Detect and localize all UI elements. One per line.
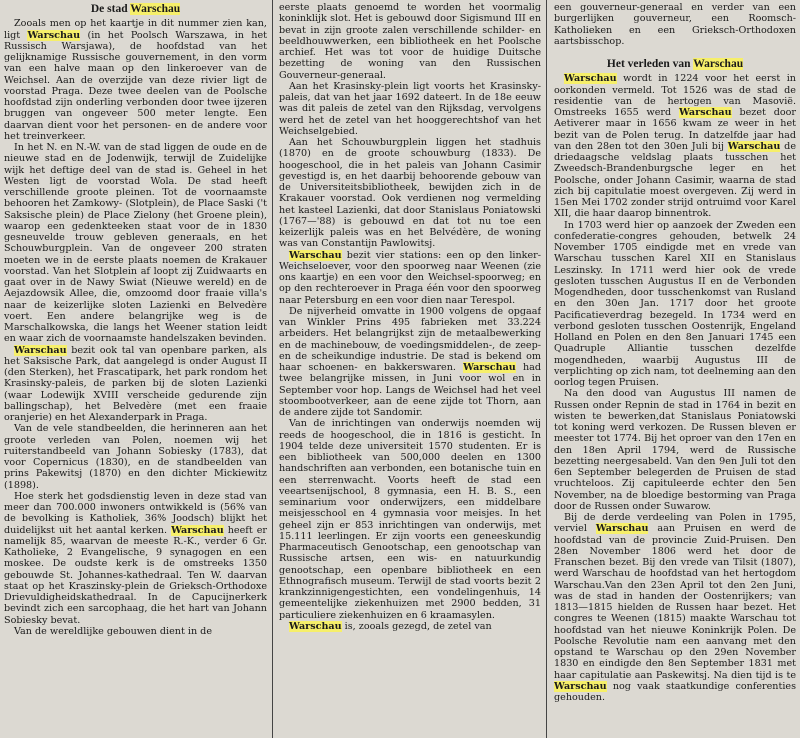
highlighted-term: Warschau — [130, 3, 181, 15]
paragraph-text: had twee belangrijke missen, in Juni voor wol en in September voor hop. Langs de Weichsel had het veel stoombootverkeer, aan de eene zijde tot Thorn, aan de andere zijde tot Sandomir. — [279, 362, 541, 418]
article-heading-de-stad-warschau — [4, 4, 267, 15]
paragraph — [554, 73, 796, 219]
paragraph: een gouverneur-generaal en verder van een burgerlijken gouverneur, een Roomsch-Katholieken en een Grieksch-Orthodoxen aartsbisschop. — [554, 2, 796, 47]
paragraph — [4, 491, 267, 626]
paragraph: Van de vele standbeelden, die herinneren aan het groote verleden van Polen, noemen wij het ruiterstandbeeld van Johann Sobiesky (1783), dat voor Copernicus (1830), en de standbeelden van prins Pakewitsj (1870) en den dichter Mickiewitz (1898). — [4, 423, 267, 491]
highlighted-term: Warschau — [289, 620, 342, 632]
paragraph: Aan het Krasinsky-plein ligt voorts het Krasinsky-paleis, dat van het jaar 1692 dateert. In de 18e eeuw was dit paleis de zetel van den Rijksdag, vervolgens werd het de zetel van het hooggerechtshof van het Weichselgebied. — [279, 80, 541, 137]
paragraph-text: De nijverheid omvatte in 1900 volgens de opgaaf van Winkler Prins 495 fabrieken met 33.224 arbeiders. Het belangrijkst zijn de metaalbewerking en de machinebouw, de voedingsmiddelen-, de zeep- en de scheikundige industrie. De stad is bekend om haar schoenen- en bakkerswaren. — [279, 305, 541, 373]
highlighted-term: Warschau — [14, 344, 67, 356]
article-heading-het-verleden — [554, 59, 796, 70]
paragraph — [279, 250, 541, 306]
paragraph — [554, 512, 796, 703]
paragraph — [4, 18, 267, 142]
paragraph: Van de wereldlijke gebouwen dient in de — [14, 625, 212, 637]
highlighted-term: Warschau — [678, 107, 732, 118]
paragraph — [4, 345, 267, 424]
paragraph: In 1703 werd hier op aanzoek der Zweden een confederatie-congres gehouden, betwelk 24 November 1705 eindigde met en vrede van Warschau tusschen Karel XII en Stanislaus Leszinsky. In 1711 werd hier ook de vrede gesloten tusschen Augustus II en de Verbonden Mogendheden, door tusschenkomst van Rusland en den 30en Jan. 1717 door het groote Pacificatieverdrag bezegeld. In 1734 werd en verbond gesloten tusschen Oostenrijk, Engeland Holland en Polen en den 8en Januari 1745 een Quadruple Alliantie tusschen dezelfde mogendheden, waarbij Augustus III de verplichting op zich nam, tot deelneming aan den oorlog tegen Pruisen. — [554, 219, 796, 388]
paragraph-text: bezit vier stations: een op den linker-Weichseloever, voor den spoorweg naar Weenen (zie ons kaartje) en een voor den Weichsel-spoorweg; en op den rechteroever in Praga één voor den spoorweg naar Petersburg en een voor dien naar Terespol. — [279, 249, 541, 306]
paragraph-text: Bij de derde verdeeling van Polen in 1795, verviel — [554, 512, 796, 535]
paragraph: Van de inrichtingen van onderwijs noemden wij reeds de hoogeschool, die in 1816 is gesticht. In 1904 telde deze universiteit 1570 studenten. Er is een bibliotheek van 500,000 deelen en 1300 handschriften aan verbonden, een botanische tuin en een sterrenwacht. Voorts heeft de stad een veeartsenijschool, 8 gymnasia, een H. B. S., een seminarium voor onderwijzers, een middelbare meisjesschool en 4 gymnasia voor meisjes. In het geheel zijn er 853 inrichtingen van onderwijs, met 15.111 leerlingen. Er zijn voorts een geneeskundig Pharmaceutisch Genootschap, een genootschap van Russische artsen, een wis- en natuurkundig genootschap, een openbare bibliotheek en een Ethnografisch museum. Terwijl de stad voorts bezit 2 krankzinnigengestichten, een vondelingenhuis, 14 gemeentelijke ziekenhuizen met 2900 bedden, 31 particuliere ziekenhuizen en 6 kraamasylen. — [279, 418, 541, 621]
highlighted-term: Warschau — [693, 58, 744, 70]
paragraph-text: nog vaak staatkundige conferenties gehouden. — [554, 680, 796, 703]
highlighted-term: Warschau — [27, 29, 81, 41]
paragraph: eerste plaats genoemd te worden het voormalig koninklijk slot. Het is gebouwd door Sigismund III en bevat in zijn groote zalen verschillende schilder- en beeldhouwwerken, een bibliotheek en het Poolsche archief. Het was tot voor de huidige Duitsche bezetting de woning van den Russischen Gouverneur-generaal. — [279, 2, 541, 81]
paragraph-text: bezet door Aetiverer maar in 1656 kwam ze weer in het bezit van de Polen terug. In datzelfde jaar had van den 28en tot den 30en Juli bij — [554, 107, 796, 152]
column-right — [554, 0, 796, 738]
highlighted-term: Warschau — [564, 73, 617, 85]
highlighted-term: Warschau — [463, 362, 516, 373]
paragraph-text: bezit ook tal van openbare parken, als het Saksische Park, dat aangelegd is onder August II (den Sterken), het Frascatipark, het park rondom het Krasinsky-paleis, de parken bij de sloten Lazienki (waar Lodewijk XVIII verscheide gedurende zijn ballingschap), het Belvedère (met een fraaie oranjerie) en het Alexanderpark in Praga. — [4, 344, 267, 423]
highlighted-term: Warschau — [171, 524, 224, 536]
paragraph-text: Zooals men op het kaartje in dit nummer zien kan, ligt — [4, 18, 267, 41]
column-middle — [279, 0, 541, 738]
heading-text: De stad — [90, 3, 131, 15]
highlighted-term: Warschau — [554, 680, 607, 692]
highlighted-term: Warschau — [727, 140, 781, 152]
paragraph — [279, 621, 541, 632]
paragraph: Na den dood van Augustus III namen de Russen onder Repnin de stad in 1764 in bezit en wisten te bewerken,dat Stanislaus Poniatowski tot koning werd verkozen. De Russen bleven er meester tot 1774. Bij het oproer van den 17en en den 18en April 1794, werd de Russische bezetting neergesabeld. Van den 9en Juli tot den 6en September belegerden de Pruisen de stad vruchteloos. Zij capituleerde echter den 5en November, na de bloedige bestorming van Praga door de Russen onder Suwarow. — [554, 388, 796, 512]
paragraph-text: Hoe sterk het godsdienstig leven in deze stad van meer dan 700.000 inwoners ontwikkeld is (56% van de bevolking is Katholiek, 36% Joodsch) blijkt het duidelijkst uit het aantal kerken. — [4, 490, 267, 536]
paragraph-text: heeft er namelijk 85, waarvan de meeste R.-K., verder 6 Gr. Katholieke, 2 Evangelische, 9 synagogen en een moskee. De oudste kerk is de omstreeks 1350 gebouwde St. Johannes-kathedraal. Ten W. daarvan staat op het Kraszinsky-plein de Grieksch-Orthodoxe Drievuldigheidskathedraal. In de Capucijnerkerk bevindt zich een sarcophaag, die het hart van Johann Sobiesky bevat. — [4, 524, 267, 626]
paragraph-text: aan Pruisen en werd de hoofdstad van de provincie Zuid-Pruisen. Den 28en November 1806 werd het door de Franschen bezet. Bij den vrede van Tilsit (1807), werd Warschau de hoofdstad van het hertogdom Warschau.Van den 23en April tot den 2en Juni, was de stad in handen der Oostenrijkers; van 1813—1815 hielden de Russen haar bezet. Het congres te Weenen (1815) maakte Warschau tot hoofdstad van het nieuwe Koninkrijk Polen. De Poolsche Revolutie nam een aanvang met den opstand te Warschau op den 29en November 1830 en eindigde den 8en September 1831 met haar capitulatie aan Paskewitsj. Na dien tijd is te — [554, 523, 796, 681]
highlighted-term: Warschau — [595, 523, 649, 535]
paragraph — [279, 306, 541, 419]
paragraph-text: is, zooals gezegd, de zetel van — [341, 620, 492, 632]
paragraph-text: (in het Poolsch Warszawa, in het Russisch Warsjawa), de hoofdstad van het gelijknamige Russische gouvernement, in den vorm van een halve maan op den linkeroever van de Weichsel. Aan de overzijde van deze rivier ligt de voorstad Praga. Deze twee deelen van de Poolsche hoofdstad zijn onderling verbonden door twee ijzeren bruggen van ongeveer 500 meter lengte. Een daarvan dient voor het personen- en de andere voor het treinverkeer. — [4, 29, 267, 142]
paragraph-text: wordt in 1224 voor het eerst in oorkonden vermeld. Tot 1526 was de stad de residentie van de hertogen van Masovië. Omstreeks 1655 werd — [554, 73, 796, 118]
column-divider — [546, 0, 547, 738]
column-divider — [272, 0, 273, 738]
paragraph: In het N. en N.-W. van de stad liggen de oude en de nieuwe stad en de Jodenwijk, terwijl de Zuidelijke wijk het deftige deel van de stad is. Geheel in het Westen ligt de voorstad Wola. De stad heeft verschillende groote pleinen. Tot de voornaamste behooren het Zamkowy- (Slotplein), de Place Saski ('t Saksische plein) de Place Zielony (het Groene plein), waarop een gedenkteeken staat voor de in 1830 gesneuvelde trouw gebleven generaals, en het Schouwburgplein. Van de ongeveer 200 straten moeten we in de eerste plaats noemen de Krakauer voorstad. Van het Slotplein af loopt zij Zuidwaarts en gaat over in de Nawy Swiat (Nieuwe wereld) en de Aejazdowsik Allee, die, omzoomd door fraaie villa's naar de keizerlijke sloten Lazienki en Belvedère voert. Een andere belangrijke weg is de Marschalkowska, die langs het Weener station leidt en waar zich de voornaamste handelszaken bevinden. — [4, 142, 267, 345]
column-left — [4, 0, 267, 738]
paragraph-text: de driedaagsche veldslag plaats tusschen het Zweedsch-Brandenburgsche leger en het Poolsche, onder Johann Casimir, waarna de stad zich bij capitulatie moest overgeven. Zij werd in 15en Mei 1702 zonder strijd ontruimd voor Karel XII, die haar daarop binnentrok. — [554, 140, 796, 220]
heading-text: Het verleden van — [606, 58, 694, 70]
highlighted-term: Warschau — [289, 249, 342, 261]
paragraph: Aan het Schouwburgplein liggen het stadhuis (1870) en de groote schouwburg (1833). De hoogeschool, die in het paleis van Johann Casimir gevestigd is, en het daarbij behoorende gebouw van de Universiteitsbibliotheek, bewijden zich in de Krakauer voorstad. Ook verdienen nog vermelding het kasteel Lazienki, dat door Stanislaus Poniatowski (1767—'88) is gebouwd en dat tot nu toe een keizerlijk paleis was en het Belvédère, de woning was van Constantijn Pawlowitsj. — [279, 137, 541, 250]
